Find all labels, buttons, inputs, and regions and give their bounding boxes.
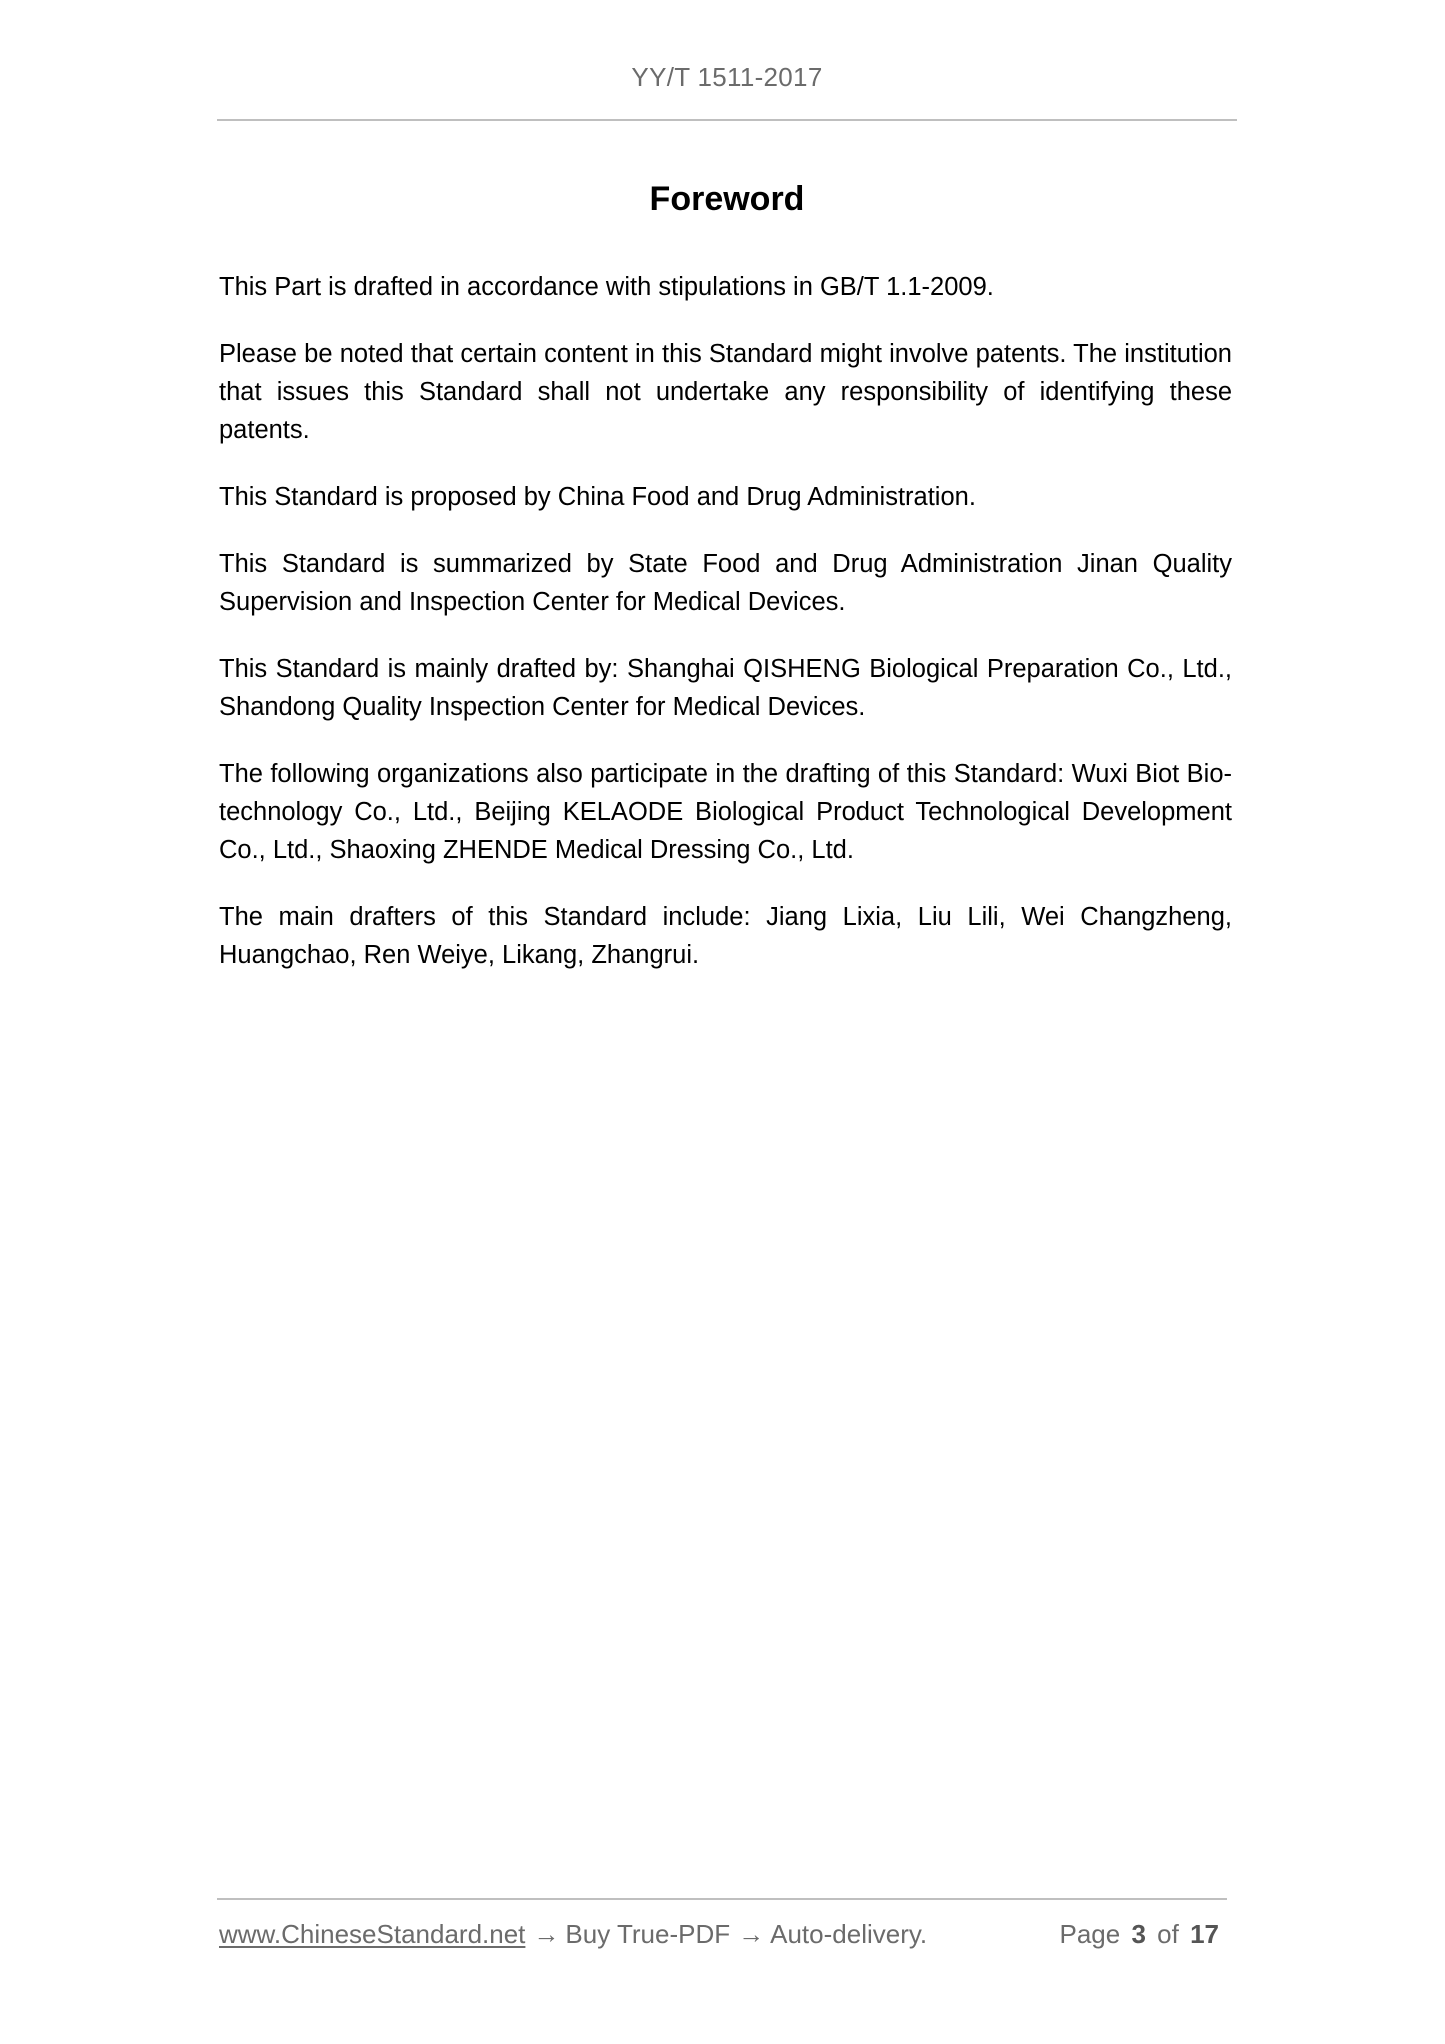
page-of-label: of — [1157, 1919, 1179, 1949]
paragraph-summarized-by: This Standard is summarized by State Food and Drug Administration Jinan Quality Supervision and Inspection Center for Medical Devices. — [219, 550, 1232, 616]
auto-delivery-text: Auto-delivery. — [770, 1919, 928, 1949]
page-label: Page — [1059, 1919, 1121, 1949]
footer-promo — [219, 1917, 927, 1951]
paragraph-drafting-basis: This Part is drafted in accordance with stipulations in GB/T 1.1-2009. — [219, 273, 994, 301]
footer-divider — [217, 1898, 1227, 1900]
website-link[interactable]: www.ChineseStandard.net — [219, 1919, 526, 1949]
arrow-right-icon: → — [533, 1919, 560, 1949]
header-divider — [217, 119, 1237, 121]
page-number — [1059, 1917, 1223, 1951]
buy-true-pdf-text: Buy True-PDF — [565, 1919, 731, 1949]
paragraph-proposed-by: This Standard is proposed by China Food and Drug Administration. — [219, 483, 976, 511]
document-body — [219, 268, 1232, 1003]
page-header-doc-code: YY/T 1511-2017 — [631, 62, 823, 92]
page-title: Foreword — [649, 180, 805, 218]
paragraph-drafted-by: This Standard is mainly drafted by: Shanghai QISHENG Biological Preparation Co., Ltd., Shandong Quality Inspection Center for Medical Devices. — [219, 655, 1232, 721]
paragraph-participating-orgs: The following organizations also participate in the drafting of this Standard: Wuxi Biot Bio-technology Co., Ltd., Beijing KELAODE Biological Product Technological Development Co., Ltd., Shaoxing ZHENDE Medical Dressing Co., Ltd. — [219, 760, 1232, 864]
page-current: 3 — [1131, 1919, 1146, 1949]
arrow-right-icon: → — [738, 1919, 765, 1949]
paragraph-patent-notice: Please be noted that certain content in this Standard might involve patents. The institution that issues this Standard shall not undertake any responsibility of identifying these patents. — [219, 340, 1232, 444]
page-total: 17 — [1190, 1919, 1219, 1949]
paragraph-main-drafters: The main drafters of this Standard include: Jiang Lixia, Liu Lili, Wei Changzheng, Huangchao, Ren Weiye, Likang, Zhangrui. — [219, 903, 1232, 969]
